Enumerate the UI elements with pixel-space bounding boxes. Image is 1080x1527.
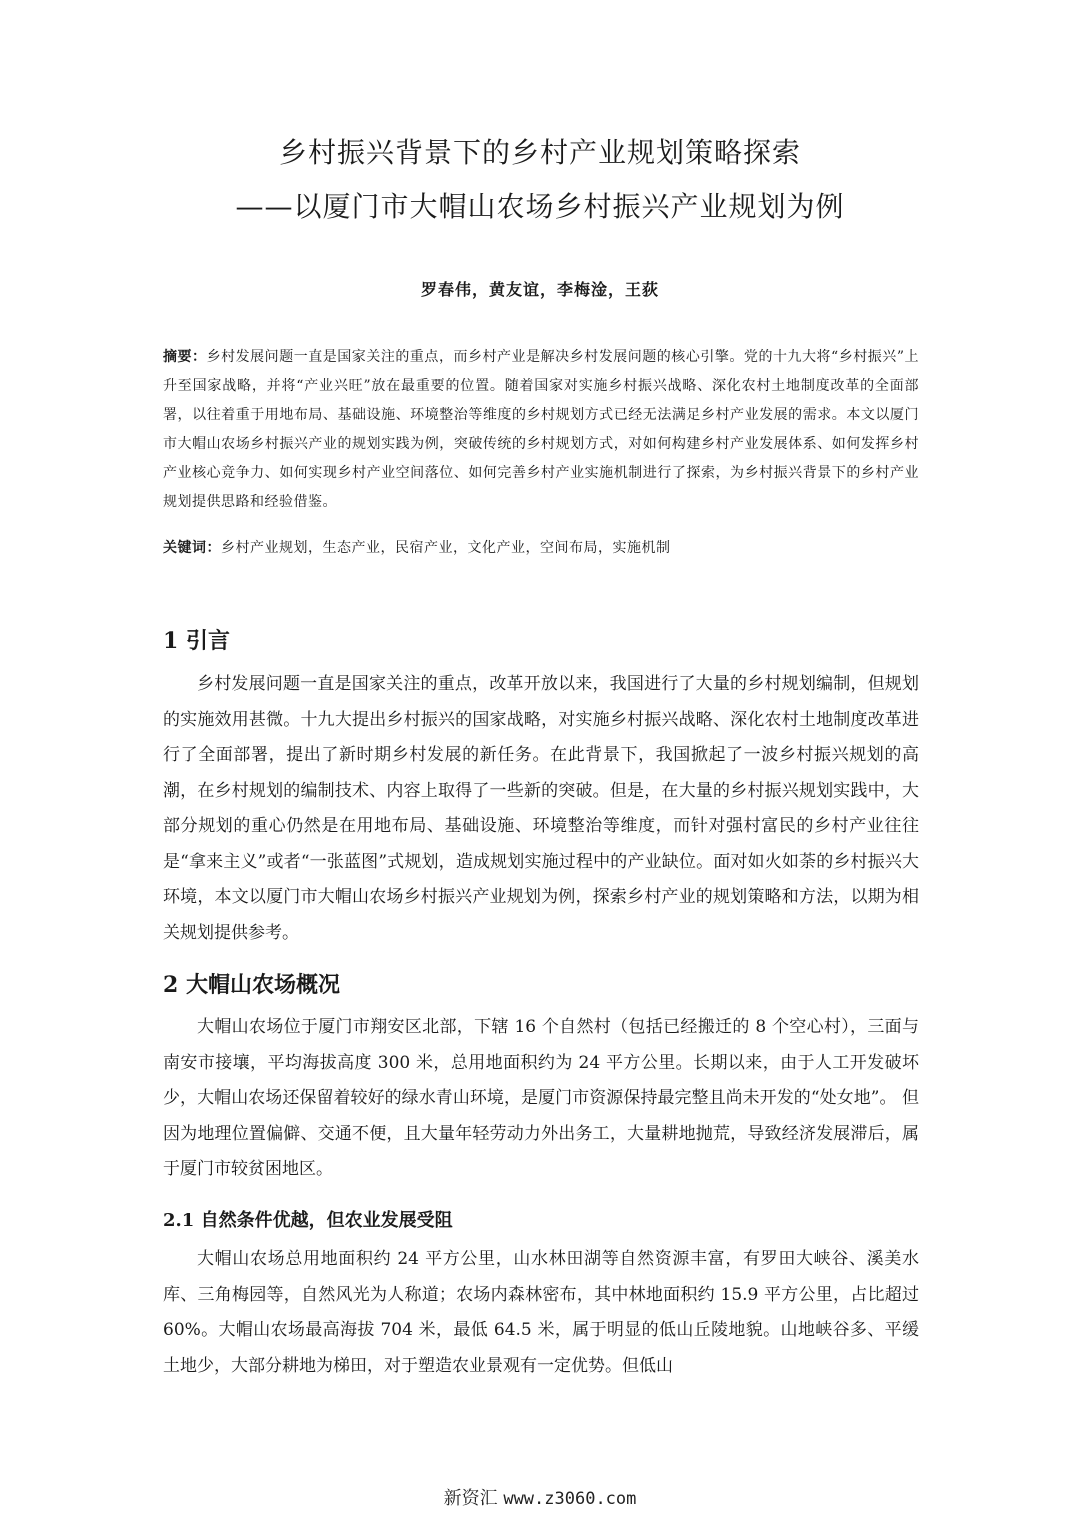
keywords-text: 乡村产业规划，生态产业，民宿产业，文化产业，空间布局，实施机制	[221, 540, 671, 556]
abstract-label: 摘要：	[163, 349, 207, 365]
paper-title: 乡村振兴背景下的乡村产业规划策略探索	[278, 136, 801, 169]
footer-url: www.z3060.com	[503, 1489, 637, 1509]
subsection-heading-natural-conditions: 2.1 自然条件优越，但农业发展受阻	[163, 1210, 453, 1231]
page-footer	[0, 1484, 1080, 1510]
section-heading-introduction: 1 引言	[163, 628, 230, 654]
section-paragraph-introduction: 乡村发展问题一直是国家关注的重点，改革开放以来，我国进行了大量的乡村规划编制，但规划的实施效用甚微。十九大提出乡村振兴的国家战略，对实施乡村振兴战略、深化农村土地制度改革进行了全面部署，提出了新时期乡村发展的新任务。在此背景下，我国掀起了一波乡村振兴规划的高潮，在乡村规划的编制技术、内容上取得了一些新的突破。但是，在大量的乡村振兴规划实践中，大部分规划的重心仍然是在用地布局、基础设施、环境整治等维度，而针对强村富民的乡村产业往往是“拿来主义”或者“一张蓝图”式规划，造成规划实施过程中的产业缺位。面对如火如荼的乡村振兴大环境，本文以厦门市大帽山农场乡村振兴产业规划为例，探索乡村产业的规划策略和方法，以期为相关规划提供参考。	[163, 674, 919, 943]
keywords-label: 关键词：	[163, 540, 221, 556]
abstract-block	[163, 343, 919, 517]
abstract-text: 乡村发展问题一直是国家关注的重点，而乡村产业是解决乡村发展问题的核心引擎。党的十九大将“乡村振兴”上升至国家战略，并将“产业兴旺”放在最重要的位置。随着国家对实施乡村振兴战略、深化农村土地制度改革的全面部署，以往着重于用地布局、基础设施、环境整治等维度的乡村规划方式已经无法满足乡村产业发展的需求。本文以厦门市大帽山农场乡村振兴产业的规划实践为例，突破传统的乡村规划方式，对如何构建乡村产业发展体系、如何发挥乡村产业核心竞争力、如何实现乡村产业空间落位、如何完善乡村产业实施机制进行了探索，为乡村振兴背景下的乡村产业规划提供思路和经验借鉴。	[163, 349, 920, 510]
paper-subtitle: ——以厦门市大帽山农场乡村振兴产业规划为例	[235, 190, 845, 223]
section-heading-overview: 2 大帽山农场概况	[163, 972, 340, 998]
keywords-block	[163, 534, 919, 563]
subsection-paragraph-natural-conditions: 大帽山农场总用地面积约 24 平方公里，山水林田湖等自然资源丰富，有罗田大峡谷、溪美水库、三角梅园等，自然风光为人称道；农场内森林密布，其中林地面积约 15.9 平方公里，占比超过 60%。大帽山农场最高海拔 704 米，最低 64.5 米，属于明显的低山丘陵地貌。山地峡谷多、平缓土地少，大部分耕地为梯田，对于塑造农业景观有一定优势。但低山	[163, 1249, 919, 1376]
section-paragraph-overview: 大帽山农场位于厦门市翔安区北部，下辖 16 个自然村（包括已经搬迁的 8 个空心村），三面与南安市接壤，平均海拔高度 300 米，总用地面积约为 24 平方公里。长期以来，由于人工开发破坏少，大帽山农场还保留着较好的绿水青山环境，是厦门市资源保持最完整且尚未开发的“处女地”。 但因为地理位置偏僻、交通不便，且大量年轻劳动力外出务工，大量耕地抛荒，导致经济发展滞后，属于厦门市较贫困地区。	[163, 1017, 919, 1179]
footer-brand: 新资汇	[443, 1488, 498, 1509]
author-list: 罗春伟，黄友谊，李梅淦，王荻	[420, 280, 659, 299]
